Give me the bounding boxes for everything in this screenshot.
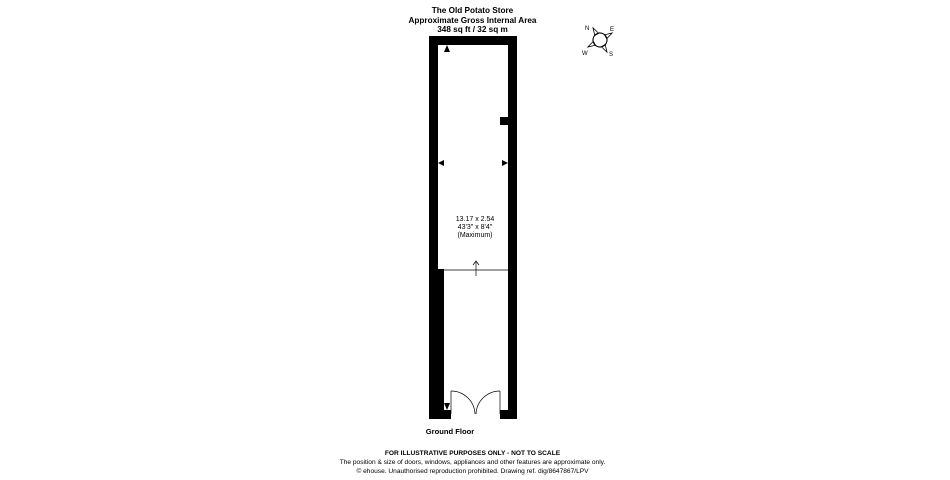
wall-pier bbox=[500, 117, 510, 125]
marker-top bbox=[444, 45, 450, 52]
double-door-icon bbox=[451, 391, 500, 414]
plan-subtitle: Approximate Gross Internal Area bbox=[408, 15, 537, 25]
room-dimensions bbox=[430, 216, 520, 240]
compass-east: E bbox=[610, 27, 615, 33]
plan-area: 348 sq ft / 32 sq m bbox=[437, 25, 508, 35]
marker-left bbox=[438, 160, 444, 166]
marker-right bbox=[502, 160, 508, 166]
wall-bottom-left bbox=[429, 410, 451, 419]
room-dimension-metric: 13.17 x 2.54 bbox=[455, 216, 495, 223]
wall-bottom-right bbox=[500, 410, 517, 419]
compass-west: W bbox=[582, 51, 588, 57]
plan-footer bbox=[0, 449, 945, 477]
compass-south: S bbox=[609, 52, 614, 58]
wall-left-lower bbox=[429, 269, 444, 419]
marker-bottom bbox=[444, 403, 450, 410]
footer-disclaimer: FOR ILLUSTRATIVE PURPOSES ONLY - NOT TO SCALE bbox=[384, 450, 561, 457]
up-arrow-icon bbox=[473, 261, 479, 276]
footer-line-2: © ehouse. Unauthorised reproduction prohibited. Drawing ref. dig/8647867/LPV bbox=[356, 468, 589, 476]
room-dimension-note: (Maximum) bbox=[457, 232, 493, 239]
room-dimension-imperial: 43'3" x 8'4" bbox=[457, 224, 493, 231]
plan-title: The Old Potato Store bbox=[431, 6, 514, 15]
footer-line-1: The position & size of doors, windows, appliances and other features are approximate only. bbox=[339, 459, 606, 467]
compass-north: N bbox=[585, 26, 590, 32]
floor-label: Ground Floor bbox=[425, 427, 475, 436]
wall-top bbox=[429, 36, 517, 45]
